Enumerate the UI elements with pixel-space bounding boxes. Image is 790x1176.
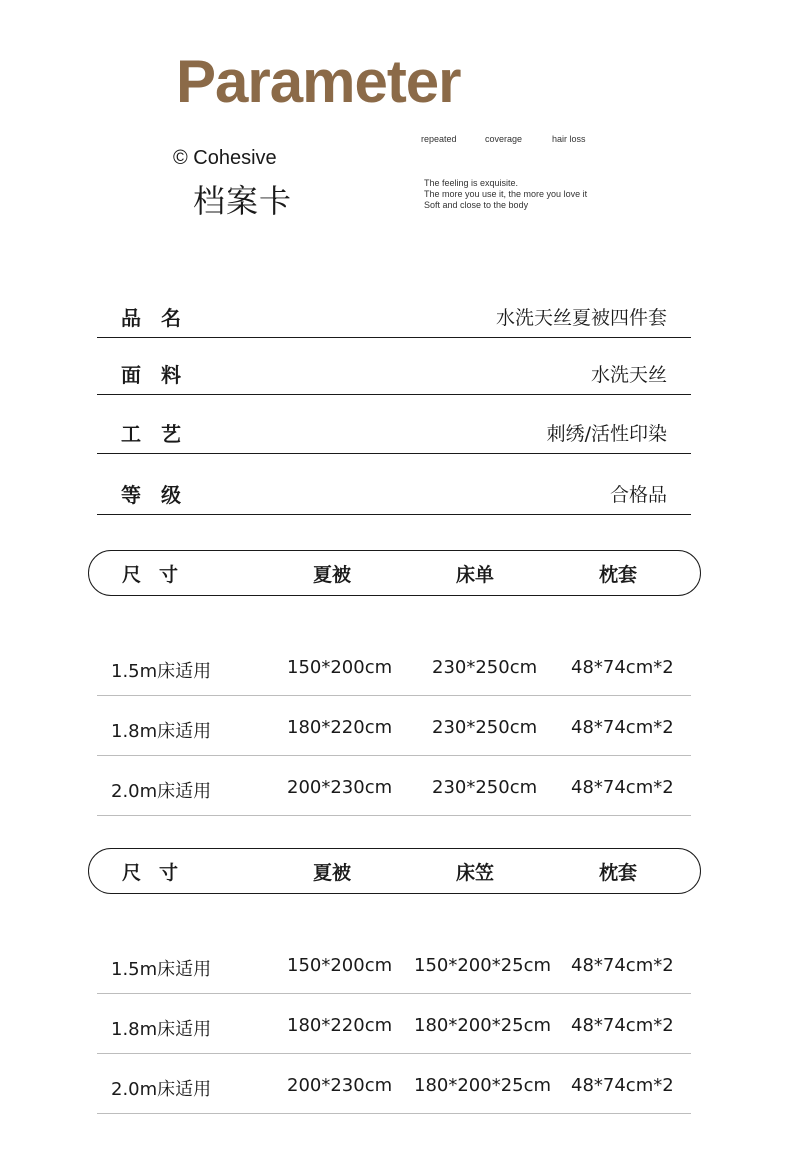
page-subtitle: 档案卡 <box>193 182 293 220</box>
info-label: 面料 <box>121 363 201 387</box>
header-summer-quilt: 夏被 <box>313 862 352 884</box>
table-row <box>97 756 691 816</box>
header-pillowcase: 枕套 <box>599 862 638 884</box>
table-row <box>97 696 691 756</box>
pillowcase-size: 48*74cm*2 <box>571 1015 674 1036</box>
sheet-size: 230*250cm <box>432 777 538 798</box>
bed-size: 2.0m床适用 <box>111 1079 212 1100</box>
bed-size: 1.5m床适用 <box>111 959 212 980</box>
page-title: Parameter <box>176 48 461 115</box>
info-row-fabric <box>97 338 691 395</box>
tag-repeated: repeated <box>421 134 457 144</box>
quilt-size: 180*220cm <box>287 717 393 738</box>
header-size: 尺寸 <box>122 564 197 586</box>
tag-coverage: coverage <box>485 134 523 144</box>
tag-hair-loss: hair loss <box>552 134 586 144</box>
description <box>424 178 587 211</box>
table-row <box>97 1054 691 1114</box>
description-line: The more you use it, the more you love it <box>424 189 588 199</box>
bed-size: 1.8m床适用 <box>111 1019 212 1040</box>
quilt-size: 180*220cm <box>287 1015 393 1036</box>
table-row <box>97 994 691 1054</box>
quilt-size: 200*230cm <box>287 1075 393 1096</box>
info-row-grade <box>97 454 691 515</box>
info-value: 刺绣/活性印染 <box>546 423 667 445</box>
fitted-sheet-size: 150*200*25cm <box>414 955 552 976</box>
info-value: 水洗天丝夏被四件套 <box>495 307 667 329</box>
size-table-2-header <box>88 848 701 894</box>
info-value: 合格品 <box>609 484 667 506</box>
quilt-size: 150*200cm <box>287 955 393 976</box>
header-pillowcase: 枕套 <box>599 564 638 586</box>
bed-size: 2.0m床适用 <box>111 781 212 802</box>
pillowcase-size: 48*74cm*2 <box>571 717 674 738</box>
sheet-size: 230*250cm <box>432 657 538 678</box>
pillowcase-size: 48*74cm*2 <box>571 657 674 678</box>
header-bed-sheet: 床单 <box>456 564 495 586</box>
info-label: 等级 <box>121 483 201 507</box>
table-row <box>97 934 691 994</box>
table-row <box>97 636 691 696</box>
description-line: Soft and close to the body <box>424 200 529 210</box>
header-summer-quilt: 夏被 <box>313 564 352 586</box>
header-fitted-sheet: 床笠 <box>456 862 495 884</box>
pillowcase-size: 48*74cm*2 <box>571 1075 674 1096</box>
quilt-size: 150*200cm <box>287 657 393 678</box>
header-size: 尺寸 <box>122 862 197 884</box>
pillowcase-size: 48*74cm*2 <box>571 777 674 798</box>
description-line: The feeling is exquisite. <box>424 178 519 188</box>
sheet-size: 230*250cm <box>432 717 538 738</box>
info-row-craft <box>97 395 691 454</box>
fitted-sheet-size: 180*200*25cm <box>414 1075 552 1096</box>
quilt-size: 200*230cm <box>287 777 393 798</box>
info-value: 水洗天丝 <box>590 364 667 386</box>
brand-name: © Cohesive <box>173 147 277 169</box>
fitted-sheet-size: 180*200*25cm <box>414 1015 552 1036</box>
size-table-1-header <box>88 550 701 596</box>
bed-size: 1.5m床适用 <box>111 661 212 682</box>
info-label: 品名 <box>121 306 201 330</box>
info-row-product-name <box>97 281 691 338</box>
pillowcase-size: 48*74cm*2 <box>571 955 674 976</box>
info-label: 工艺 <box>121 422 201 446</box>
bed-size: 1.8m床适用 <box>111 721 212 742</box>
